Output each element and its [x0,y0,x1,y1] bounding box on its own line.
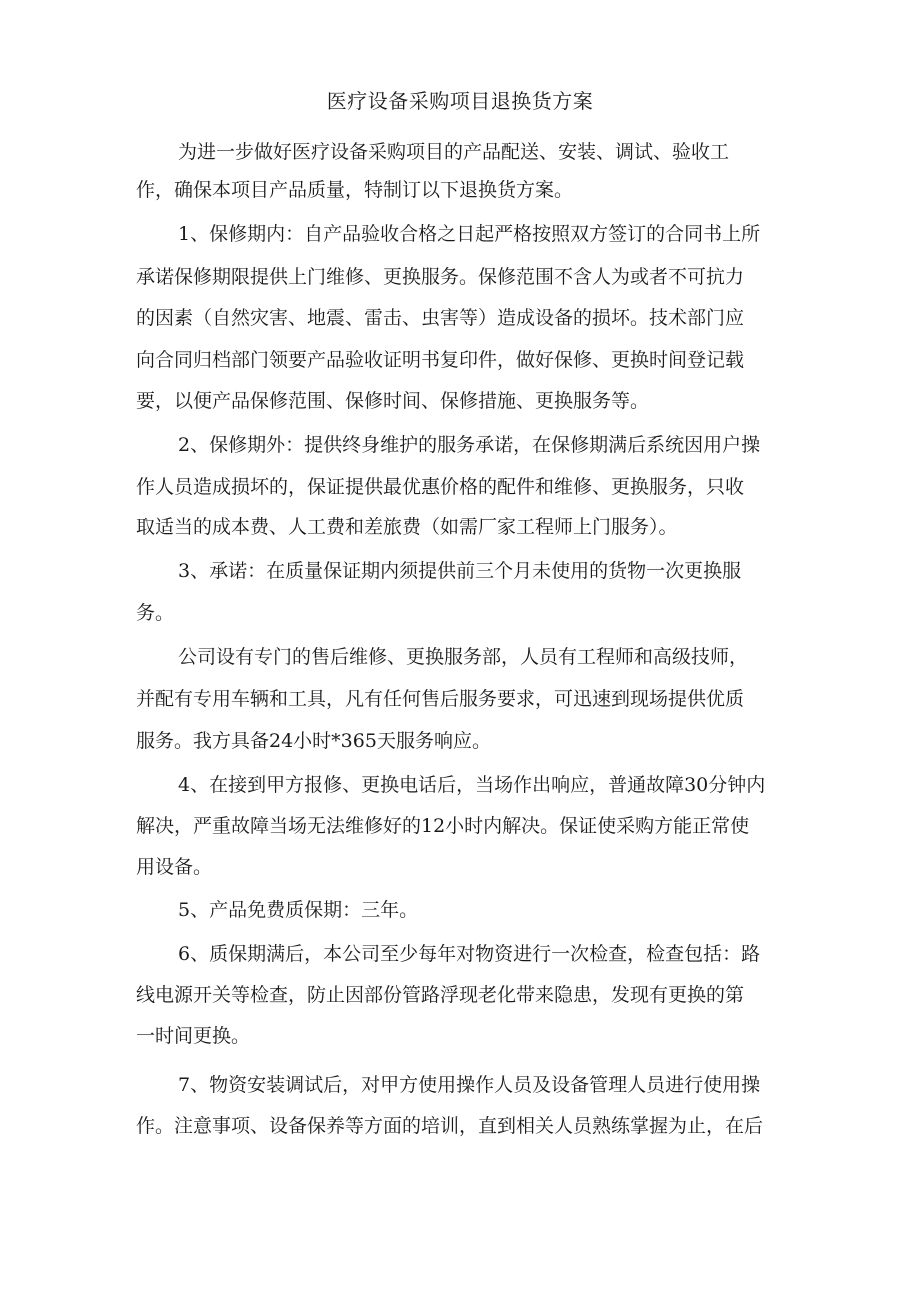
item-3-line-2: 务。 [136,602,175,624]
item-6-line-3: 一时间更换。 [136,1025,251,1047]
document-title: 医疗设备采购项目退换货方案 [326,89,594,113]
item-4-line-1: 4、在接到甲方报修、更换电话后，当场作出响应，普通故障30分钟内 [178,774,766,796]
item-7-line-2: 作。注意事项、设备保养等方面的培训，直到相关人员熟练掌握为止，在后 [136,1115,764,1137]
item-5-line-1: 5、产品免费质保期：三年。 [178,899,419,921]
item-1-line-5: 要，以便产品保修范围、保修时间、保修措施、更换服务等。 [136,390,650,412]
intro-line-2: 作，确保本项目产品质量，特制订以下退换货方案。 [136,179,574,201]
item-1-line-2: 承诺保修期限提供上门维修、更换服务。保修范围不含人为或者不可抗力 [136,266,745,288]
service-line-1: 公司设有专门的售后维修、更换服务部，人员有工程师和高级技师， [178,646,749,668]
item-3-line-1: 3、承诺：在质量保证期内须提供前三个月未使用的货物一次更换服 [178,560,742,582]
item-1-line-4: 向合同归档部门领要产品验收证明书复印件，做好保修、更换时间登记载 [136,349,745,371]
item-6-line-1: 6、质保期满后，本公司至少每年对物资进行一次检查，检查包括：路 [178,943,761,965]
item-2-line-1: 2、保修期外：提供终身维护的服务承诺，在保修期满后系统因用户操 [178,434,761,456]
item-6-line-2: 线电源开关等检查，防止因部份管路浮现老化带来隐患，发现有更换的第 [136,984,745,1006]
service-line-2: 并配有专用车辆和工具，凡有任何售后服务要求，可迅速到现场提供优质 [136,688,745,710]
item-4-line-3: 用设备。 [136,856,213,878]
item-7-line-1: 7、物资安装调试后，对甲方使用操作人员及设备管理人员进行使用操 [178,1074,761,1096]
service-line-3: 服务。我方具备24小时*365天服务响应。 [136,730,491,752]
item-2-line-3: 取适当的成本费、人工费和差旅费（如需厂家工程师上门服务）。 [136,516,678,538]
item-1-line-3: 的因素（自然灾害、地震、雷击、虫害等）造成设备的损坏。技术部门应 [136,307,745,329]
item-2-line-2: 作人员造成损坏的，保证提供最优惠价格的配件和维修、更换服务，只收 [136,476,745,498]
item-4-line-2: 解决，严重故障当场无法维修好的12小时内解决。保证使采购方能正常使 [136,815,750,837]
item-1-line-1: 1、保修期内：自产品验收合格之日起严格按照双方签订的合同书上所 [178,223,761,245]
intro-line-1: 为进一步做好医疗设备采购项目的产品配送、安装、调试、验收工 [178,141,730,163]
